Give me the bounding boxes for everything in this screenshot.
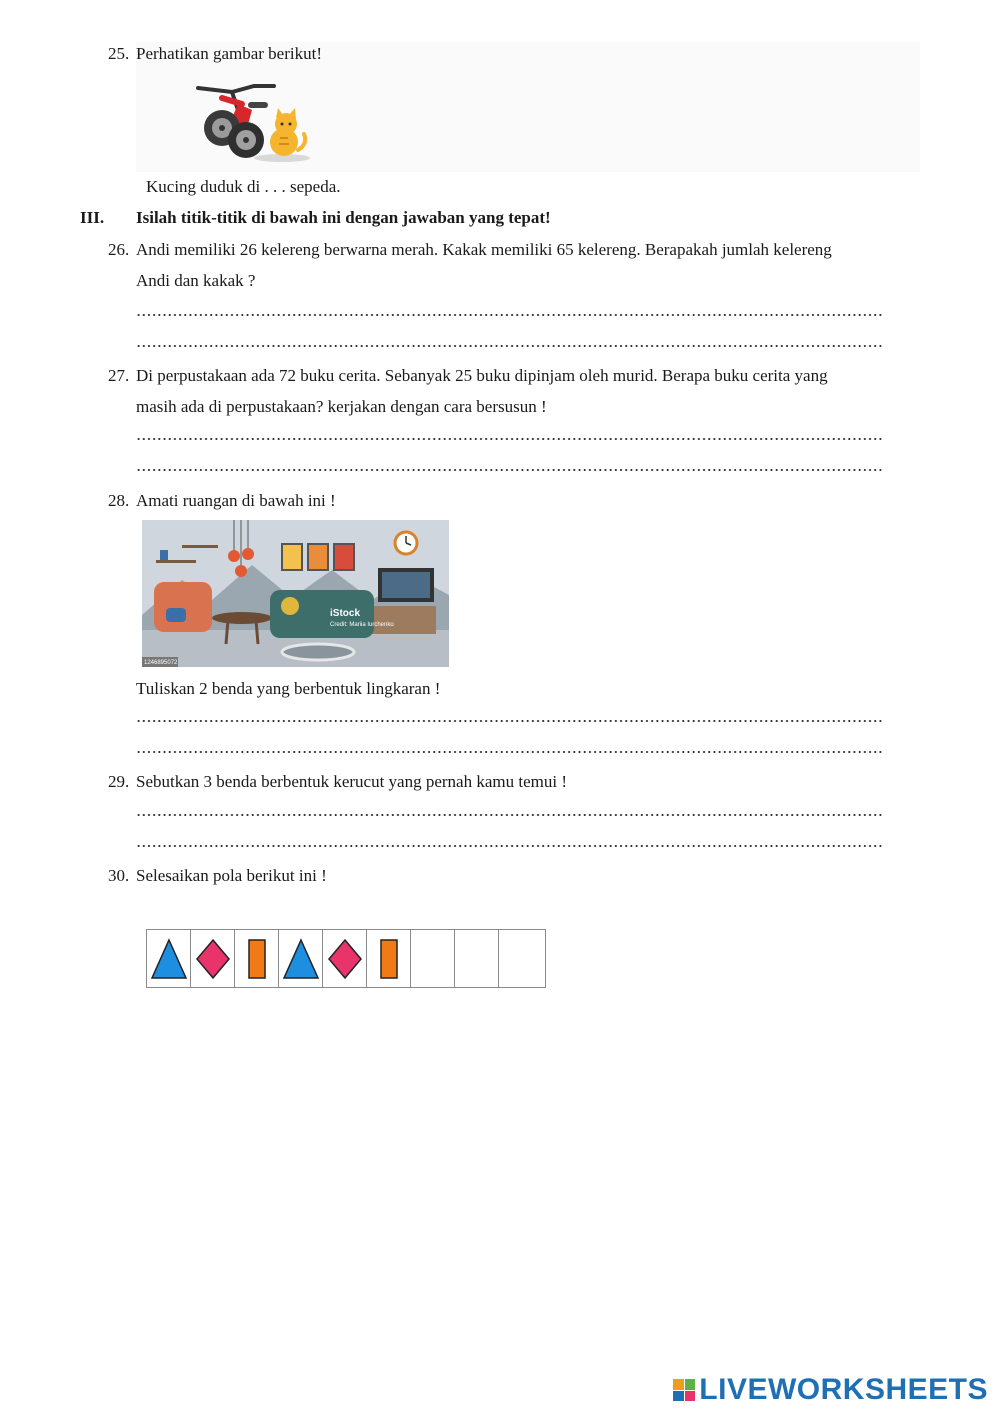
q28-task: Tuliskan 2 benda yang berbentuk lingkaran !: [136, 679, 441, 698]
q28-answer-line-2[interactable]: [136, 747, 884, 757]
diamond-icon: [193, 934, 233, 984]
istock-credit: Credit: Mariia Iurchenko: [330, 622, 394, 628]
pattern-cell: [367, 930, 411, 987]
bicycle-cat-illustration: [192, 80, 316, 164]
q28-prompt: Amati ruangan di bawah ini !: [136, 491, 336, 510]
q26-text-line1: Andi memiliki 26 kelereng berwarna merah. Kakak memiliki 65 kelereng. Berapakah jumlah kelereng: [136, 240, 832, 259]
q30-number: 30.: [108, 866, 130, 885]
pattern-cell: [235, 930, 279, 987]
diamond-icon: [325, 934, 365, 984]
pattern-blank-cell[interactable]: [455, 930, 499, 987]
pattern-cell: [147, 930, 191, 987]
brand-name: LIVEWORKSHEETS: [699, 1373, 988, 1406]
living-room-image: [142, 520, 449, 667]
q27-text-line2: masih ada di perpustakaan? kerjakan dengan cara bersusun !: [136, 397, 547, 416]
liveworksheets-brand: [673, 1373, 988, 1407]
q25-prompt: Perhatikan gambar berikut!: [136, 44, 322, 63]
q27-text-line1: Di perpustakaan ada 72 buku cerita. Sebanyak 25 buku dipinjam oleh murid. Berapa buku cerita yang: [136, 366, 828, 385]
q29-number: 29.: [108, 772, 130, 791]
pattern-cell: [279, 930, 323, 987]
section-instruction: Isilah titik-titik di bawah ini dengan jawaban yang tepat!: [136, 208, 551, 227]
triangle-icon: [149, 934, 189, 984]
q27-answer-line-1[interactable]: [136, 434, 884, 444]
section-numeral: III.: [80, 208, 105, 227]
q30-prompt: Selesaikan pola berikut ini !: [136, 866, 327, 885]
q26-text-line2: Andi dan kakak ?: [136, 271, 256, 290]
q29-answer-line-2[interactable]: [136, 841, 884, 851]
q27-answer-line-2[interactable]: [136, 465, 884, 475]
pattern-blank-cell[interactable]: [499, 930, 543, 987]
q26-answer-line-1[interactable]: [136, 310, 884, 320]
pattern-cell: [323, 930, 367, 987]
liveworksheets-logo-icon: [673, 1379, 695, 1401]
rectangle-icon: [369, 934, 409, 984]
q26-answer-line-2[interactable]: [136, 341, 884, 351]
rectangle-icon: [237, 934, 277, 984]
triangle-icon: [281, 934, 321, 984]
q25-number: 25.: [108, 44, 130, 63]
pattern-cell: [191, 930, 235, 987]
pattern-sequence: [146, 929, 546, 988]
q28-number: 28.: [108, 491, 130, 510]
q28-answer-line-1[interactable]: [136, 716, 884, 726]
q26-number: 26.: [108, 240, 130, 259]
q29-answer-line-1[interactable]: [136, 810, 884, 820]
q29-prompt: Sebutkan 3 benda berbentuk kerucut yang pernah kamu temui !: [136, 772, 568, 791]
istock-watermark: iStock: [330, 608, 361, 619]
q27-number: 27.: [108, 366, 130, 385]
q25-caption: Kucing duduk di . . . sepeda.: [146, 177, 341, 196]
istock-image-id: 1246895072: [144, 660, 178, 666]
pattern-blank-cell[interactable]: [411, 930, 455, 987]
